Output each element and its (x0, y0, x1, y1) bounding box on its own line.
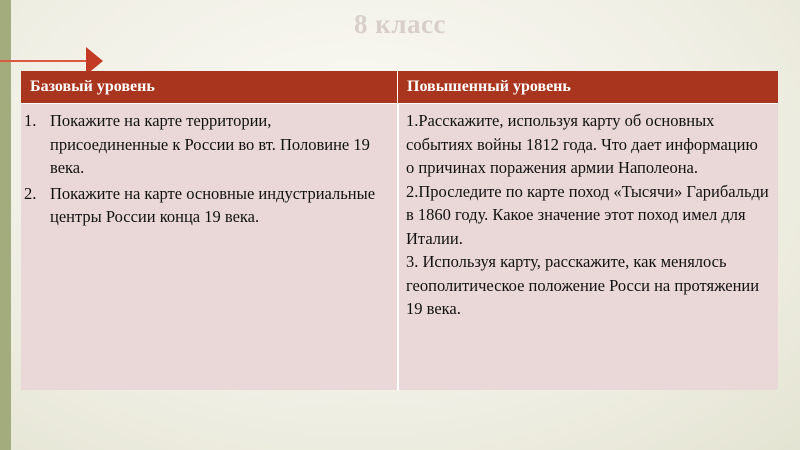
list-item-text: Покажите на карте основные индустриальные центры России конца 19 века. (50, 183, 376, 226)
advanced-task-1: 1.Расскажите, используя карту об основных событиях войны 1812 года. Что дает информацию о причинах поражения армии Наполеона. (406, 111, 758, 177)
basic-tasks-list (21, 109, 389, 229)
table-header-row (21, 71, 778, 103)
list-item-number: 1. (24, 111, 37, 130)
list-item-text: Покажите на карте территории, присоединенные к России во вт. Половине 19 века. (50, 111, 370, 177)
list-item (21, 182, 389, 229)
left-accent-bar (0, 0, 11, 450)
header-advanced-level: Повышенный уровень (397, 71, 778, 103)
decorative-line (0, 60, 95, 62)
slide-title: 8 класс (354, 9, 446, 39)
list-item (21, 109, 389, 180)
header-basic-level: Базовый уровень (30, 78, 155, 95)
advanced-task-2: 2.Проследите по карте поход «Тысячи» Гарибальди в 1860 году. Какое значение этот поход имел для Италии. (406, 181, 769, 248)
list-item-number: 2. (24, 183, 37, 203)
advanced-level-cell (399, 104, 778, 390)
advanced-task-3: 3. Используя карту, расскажите, как менялось геополитическое положение Росси на протяжении 19 века. (406, 252, 760, 318)
basic-level-cell (21, 104, 397, 390)
table-row (21, 104, 778, 390)
levels-table (21, 71, 778, 390)
